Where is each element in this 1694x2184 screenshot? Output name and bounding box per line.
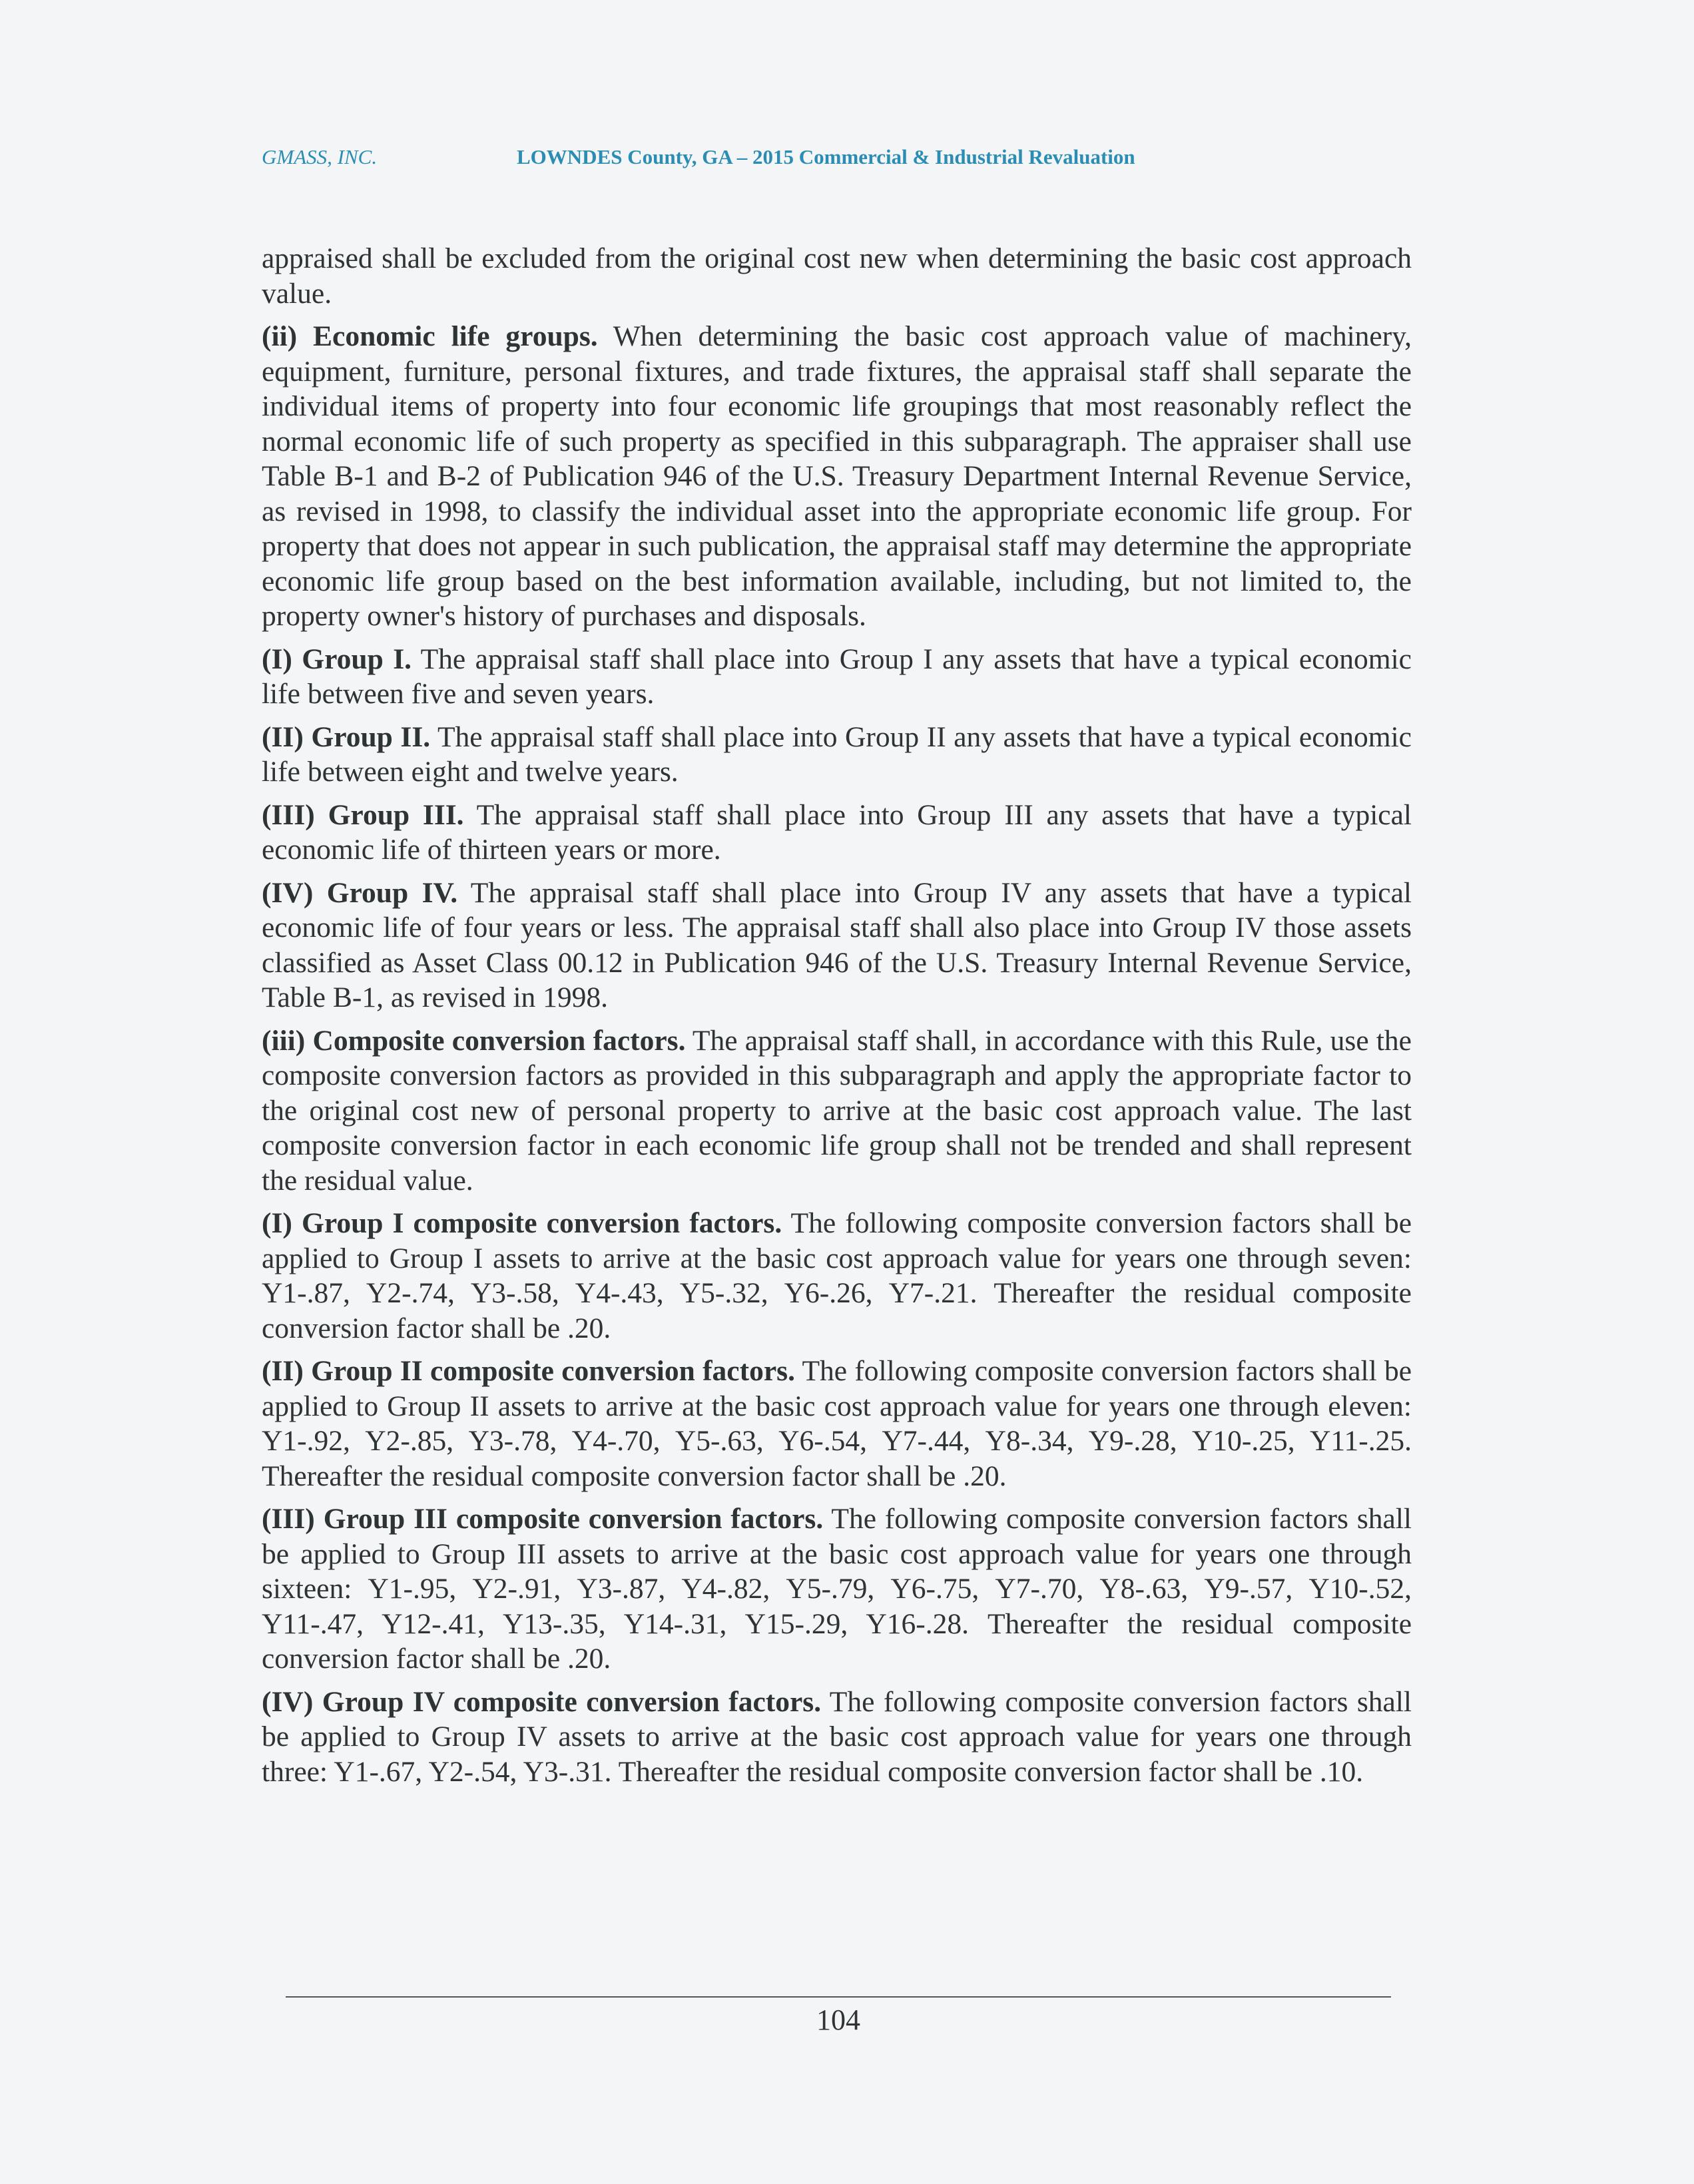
paragraph-group-3-factors <box>262 1502 1412 1677</box>
paragraph-heading: (IV) Group IV. <box>262 876 458 909</box>
paragraph-text: The appraisal staff shall place into Group III any assets that have a typical economic life of thirteen years or more. <box>262 798 1412 866</box>
paragraph-heading: (II) Group II. <box>262 720 431 753</box>
paragraph-text: The appraisal staff shall, in accordance with this Rule, use the composite conversion factors as provided in this subparagraph and apply the appropriate factor to the original cost new of personal property to arrive at the basic cost approach value. The last composite conversion factor in each economic life group shall not be trended and shall represent the residual value. <box>262 1024 1412 1197</box>
paragraph-group-2 <box>262 720 1412 790</box>
paragraph-group-4-factors <box>262 1685 1412 1790</box>
footer-divider <box>286 1996 1391 1998</box>
paragraph-economic-life-groups <box>262 319 1412 634</box>
paragraph-heading: (iii) Composite conversion factors. <box>262 1024 686 1057</box>
paragraph-text: The following composite conversion factors shall be applied to Group I assets to arrive at the basic cost approach value for years one through seven: Y1-.87, Y2-.74, Y3-.58, Y4-.43, Y5-.32, Y6-.26, Y7-.21. Thereafter the residual composite conversion factor shall be .20. <box>262 1207 1412 1344</box>
paragraph-heading: (III) Group III. <box>262 798 464 831</box>
paragraph-composite-factors <box>262 1023 1412 1199</box>
document-body <box>262 241 1412 1797</box>
paragraph-text: The appraisal staff shall place into Group I any assets that have a typical economic life between five and seven years. <box>262 643 1412 710</box>
paragraph-group-3 <box>262 798 1412 868</box>
header-company: GMASS, INC. <box>262 145 378 168</box>
paragraph-text: The following composite conversion factors shall be applied to Group IV assets to arrive at the basic cost approach value for years one through three: Y1-.67, Y2-.54, Y3-.31. Thereafter the residual composite conversion factor shall be .10. <box>262 1685 1412 1788</box>
paragraph-heading: (ii) Economic life groups. <box>262 320 598 352</box>
paragraph-heading: (II) Group II composite conversion factors. <box>262 1355 795 1387</box>
paragraph-group-1 <box>262 642 1412 712</box>
paragraph-text: When determining the basic cost approach value of machinery, equipment, furniture, personal fixtures, and trade fixtures, the appraisal staff shall separate the individual items of property into four economic life groupings that most reasonably reflect the normal economic life of such property as specified in this subparagraph. The appraiser shall use Table B-1 and B-2 of Publication 946 of the U.S. Treasury Department Internal Revenue Service, as revised in 1998, to classify the individual asset into the appropriate economic life group. For property that does not appear in such publication, the appraisal staff may determine the appropriate economic life group based on the best information available, including, but not limited to, the property owner's history of purchases and disposals. <box>262 320 1412 632</box>
page-number: 104 <box>816 2004 860 2036</box>
paragraph-heading: (III) Group III composite conversion factors. <box>262 1503 824 1535</box>
paragraph-text: The following composite conversion factors shall be applied to Group III assets to arrive at the basic cost approach value for years one through sixteen: Y1-.95, Y2-.91, Y3-.87, Y4-.82, Y5-.79, Y6-.75, Y7-.70, Y8-.63, Y9-.57, Y10-.52, Y11-.47, Y12-.41, Y13-.35, Y14-.31, Y15-.29, Y16-.28. Thereafter the residual composite conversion factor shall be .20. <box>262 1503 1412 1675</box>
paragraph-text: The appraisal staff shall place into Group II any assets that have a typical economic life between eight and twelve years. <box>262 720 1412 788</box>
paragraph-heading: (I) Group I composite conversion factors. <box>262 1207 782 1239</box>
paragraph-heading: (I) Group I. <box>262 643 412 675</box>
header-title: LOWNDES County, GA – 2015 Commercial & Industrial Revaluation <box>517 145 1135 168</box>
paragraph-text: The appraisal staff shall place into Group IV any assets that have a typical economic life of four years or less. The appraisal staff shall also place into Group IV those assets classified as Asset Class 00.12 in Publication 946 of the U.S. Treasury Internal Revenue Service, Table B-1, as revised in 1998. <box>262 876 1412 1013</box>
paragraph-text: The following composite conversion factors shall be applied to Group II assets to arrive at the basic cost approach value for years one through eleven: Y1-.92, Y2-.85, Y3-.78, Y4-.70, Y5-.63, Y6-.54, Y7-.44, Y8-.34, Y9-.28, Y10-.25, Y11-.25. Thereafter the residual composite conversion factor shall be .20. <box>262 1355 1412 1492</box>
paragraph-continuation <box>262 241 1412 311</box>
paragraph-group-1-factors <box>262 1206 1412 1346</box>
paragraph-text: appraised shall be excluded from the original cost new when determining the basic cost approach value. <box>262 242 1412 310</box>
paragraph-group-2-factors <box>262 1354 1412 1494</box>
paragraph-group-4 <box>262 876 1412 1015</box>
paragraph-heading: (IV) Group IV composite conversion factors. <box>262 1685 822 1718</box>
